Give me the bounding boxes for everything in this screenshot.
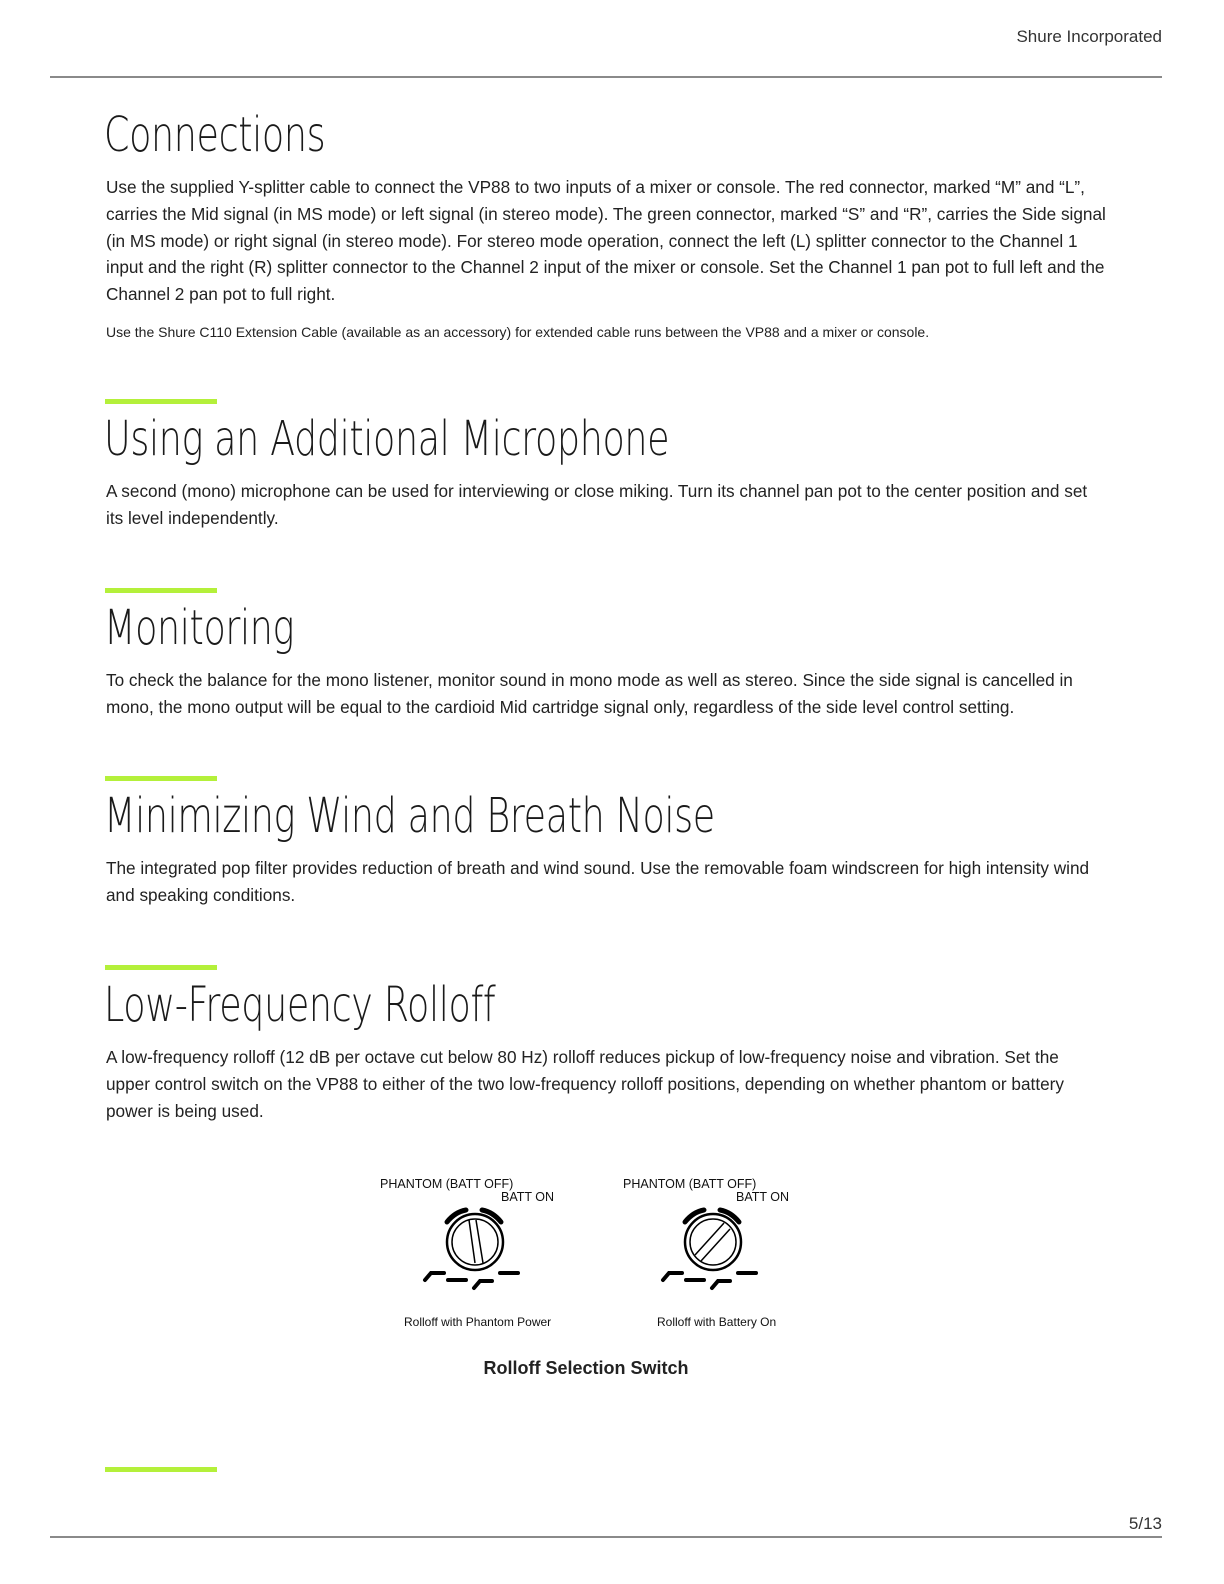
monitoring-body: To check the balance for the mono listener, monitor sound in mono mode as well as stereo. Since the side signal is cancelled in mono, the mono output will be equal to the cardioid Mid cartridge signal only, regardless of the side level control setting. <box>106 670 1073 717</box>
footer-rule <box>50 1536 1162 1538</box>
left-switch-caption: Rolloff with Phantom Power <box>404 1315 552 1329</box>
connections-note: Use the Shure C110 Extension Cable (available as an accessory) for extended cable runs between the VP88 and a mixer or console. <box>106 324 930 340</box>
left-switch-label-phantom: PHANTOM (BATT OFF) <box>380 1177 514 1191</box>
accent-bar <box>105 399 217 404</box>
connections-body: Use the supplied Y-splitter cable to connect the VP88 to two inputs of a mixer or console. The red connector, marked “M” and “L”, carries the Mid signal (in MS mode) or left signal (in stereo mode). The green connector, marked “S” and “R”, carries the Side signal (in MS mode) or right signal (in stereo mode). For stereo mode operation, connect the left (L) splitter connector to the Channel 1 input and the right (R) splitter connector to the Channel 2 input of the mixer or console. Set the Channel 1 pan pot to full left and the Channel 2 pan pot to full right. <box>106 177 1106 305</box>
header-company: Shure Incorporated <box>1016 27 1162 46</box>
accent-bar <box>105 965 217 970</box>
accent-bar <box>105 1467 217 1472</box>
right-switch-label-batt-on: BATT ON <box>736 1190 790 1204</box>
accent-bar <box>105 776 217 781</box>
header-rule <box>50 76 1162 78</box>
right-switch-label-phantom: PHANTOM (BATT OFF) <box>623 1177 757 1191</box>
wind-noise-body: The integrated pop filter provides reduction of breath and wind sound. Use the removable foam windscreen for high intensity wind and speaking conditions. <box>106 858 1090 905</box>
rolloff-switch-battery-icon <box>658 1200 768 1295</box>
section-title-monitoring: Monitoring <box>104 600 295 656</box>
additional-mic-body: A second (mono) microphone can be used for interviewing or close miking. Turn its channel pan pot to the center position and set its level independently. <box>106 481 1088 528</box>
rolloff-switch-figure <box>370 1170 810 1340</box>
rolloff-switch-phantom-icon <box>420 1200 530 1295</box>
section-title-wind-noise: Minimizing Wind and Breath Noise <box>104 788 715 844</box>
section-title-additional-mic: Using an Additional Microphone <box>104 411 670 467</box>
left-switch-label-batt-on: BATT ON <box>501 1190 555 1204</box>
accent-bar <box>105 588 217 593</box>
right-switch-caption: Rolloff with Battery On <box>657 1315 777 1329</box>
rolloff-body: A low-frequency rolloff (12 dB per octave cut below 80 Hz) rolloff reduces pickup of low-frequency noise and vibration. Set the upper control switch on the VP88 to either of the two low-frequency rolloff positions, depending on whether phantom or battery power is being used. <box>106 1047 1064 1121</box>
section-title-rolloff: Low-Frequency Rolloff <box>104 977 496 1033</box>
page-number: 5/13 <box>1128 1514 1162 1533</box>
section-title-connections: Connections <box>104 107 326 163</box>
figure-caption: Rolloff Selection Switch <box>483 1358 689 1378</box>
